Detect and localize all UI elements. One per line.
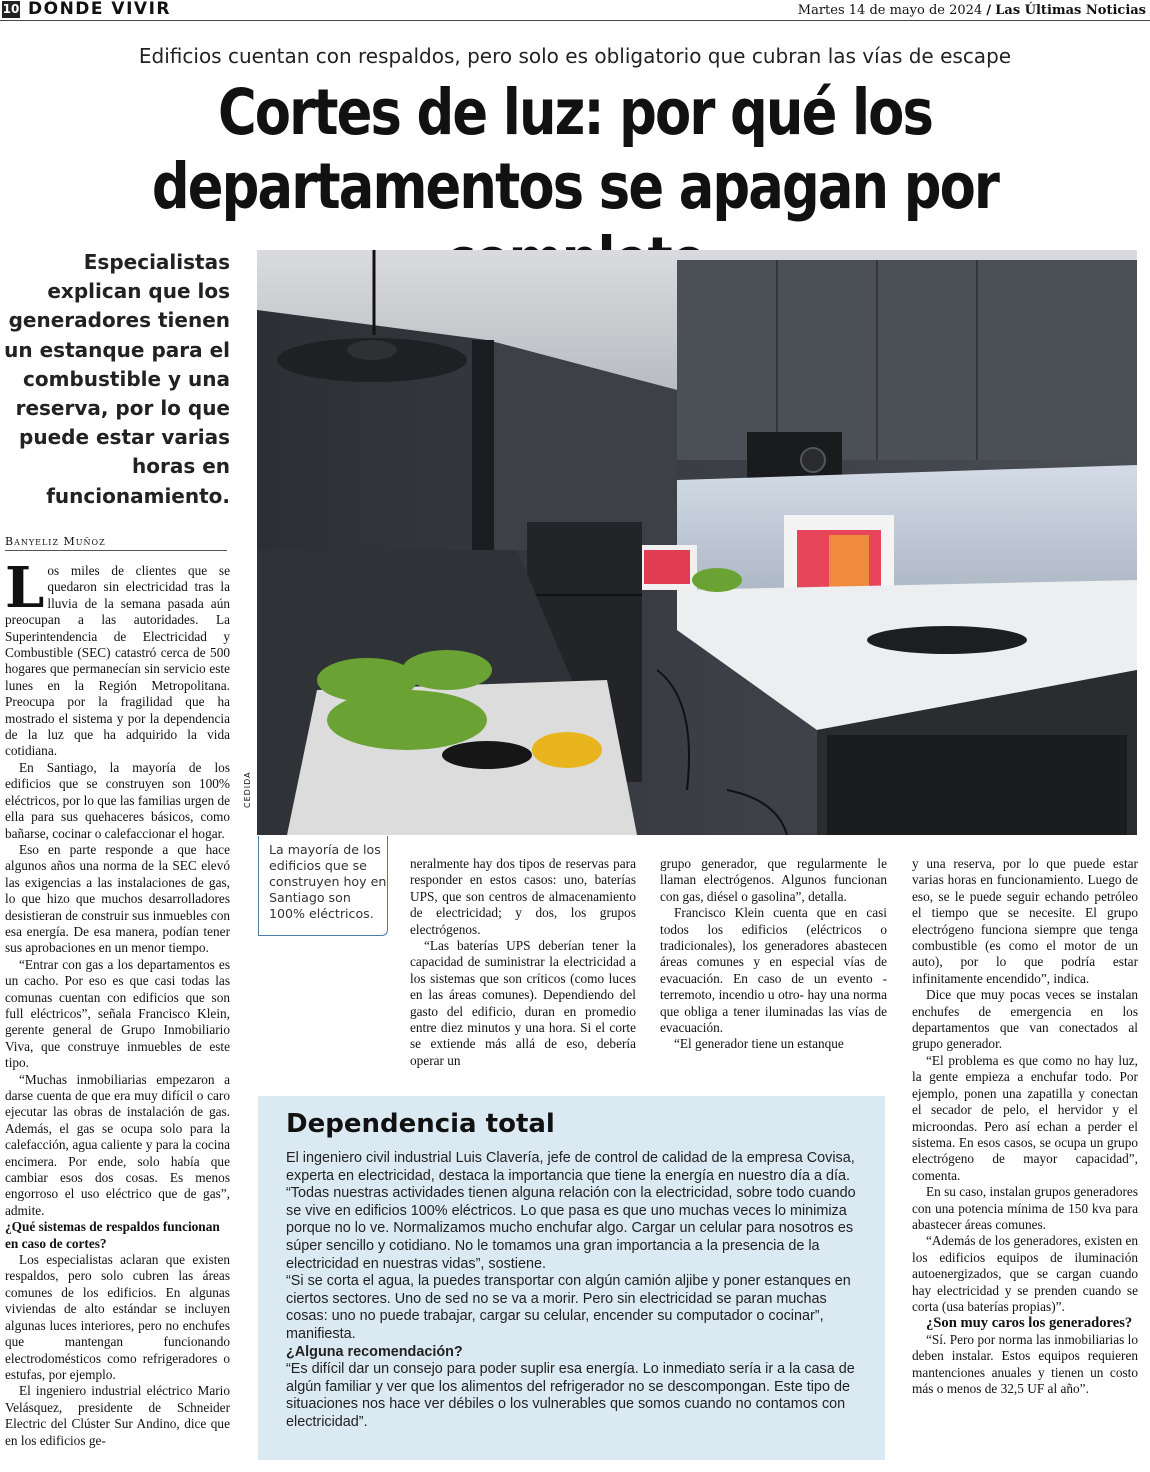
col4-paragraph-4: “Además de los generadores, existen en los edificios equipos de iluminación autoenergizados, que se cargan cuando hay electricidad y se prenden cuando se corta (usa baterías propias)”. [912,1233,1138,1314]
col1-paragraph-7: El ingeniero industrial eléctrico Mario Velásquez, presidente de Schneider Electric del Clúster Sur Andino, dice que en los edificios ge- [5,1383,230,1448]
byline: Banyeliz Muñoz [5,535,227,551]
col4-paragraph-0: y una reserva, por lo que puede estar varias horas en funcionamiento. Luego de eso, se le puede seguir echando petróleo el tiempo que se necesite. El grupo electrógeno funciona siempre que tenga combustible (es como el motor de un auto), por lo que podría estar infinitamente encendido”, indica. [912,856,1138,986]
col2-paragraph-0: neralmente hay dos tipos de reservas para responder en estos casos: uno, baterías UPS, que son centros de almacenamiento de electricidad; y dos, los grupos electrógenos. [410,856,636,937]
article-column-3 [660,856,887,1053]
col4-paragraph-3: En su caso, instalan grupos generadores con una potencia mínima de 150 kva para abastecer áreas comunes. [912,1184,1138,1232]
kitchen-photo [257,250,1137,835]
kitchen-illustration [257,250,1137,835]
sidebar-paragraph-2: “Si se corta el agua, la puedes transportar con algún camión aljibe y poner estanques en ciertos sectores. Uno de sed no se va a morir. Pero sin electricidad se paran muchas cosas: uno no puede trabajar, cargar su celular, encender su computador o cocinar”, manifiesta. [286,1273,851,1342]
issue-date [798,3,1146,18]
page-number: 10 [2,2,20,16]
col1-paragraph-3: “Entrar con gas a los departamentos es un cacho. Por eso es que casi todas las comunas cuentan con edificios que son full eléctricos”, señala Francisco Klein, gerente general de Grupo Inmobiliario Viva, que construye inmuebles de este tipo. [5,956,230,1071]
sidebar-paragraph-1: “Todas nuestras actividades tienen alguna relación con la electricidad, sobre todo cuando se vive en edificios 100% eléctricos. Lo que pasa es que uno muchas veces lo minimiza porque no lo ve. Normalizamos mucho enchufar algo. Cargar un celular para nosotros es súper sencillo y cotidiano. No le tomamos una gran importancia a la presencia de la electricidad en nuestras vidas”, sostiene. [286,1185,856,1272]
col4-paragraph-1: Dice que muy pocas veces se instalan enchufes de emergencia en los departamentos que van conectados al grupo generador. [912,987,1138,1052]
col4-question: ¿Son muy caros los generadores? [926,1315,1133,1332]
sidebar-box [258,1096,885,1460]
section-title: DÓNDE VIVIR [28,0,171,19]
col1-paragraph-2: Eso en parte responde a que hace algunos años una norma de la SEC elevó las exigencias a las instalaciones de gas, lo que hizo que muchos desarrolladores desistieran de construir sus inmuebles con esa energía. De esa manera, podían tener sus aprobaciones en un menor tiempo. [5,841,230,956]
publication-name: Las Últimas Noticias [995,3,1146,18]
sidebar-paragraph-0: El ingeniero civil industrial Luis Clavería, jefe de control de calidad de la empresa Covisa, experta en electricidad, destaca la importancia que tiene la energía en nuestro día a día. [286,1150,855,1184]
sidebar-title: Dependencia total [286,1109,555,1139]
col4-paragraph-2: “El problema es que como no hay luz, la gente empieza a enchufar todo. Por ejemplo, ponen una zapatilla y conectan el secador de pelo, el hervidor y el microondas. Pero así echan a perder el sistema. En esos casos, se ocupa un grupo electrógeno de mayor capacidad”, comenta. [912,1052,1138,1183]
article-kicker: Edificios cuentan con respaldos, pero solo es obligatorio que cubran las vías de escape [138,44,1012,68]
col1-question: ¿Qué sistemas de respaldos funcionan en caso de cortes? [5,1219,220,1251]
col3-paragraph-2: “El generador tiene un estanque [674,1036,844,1052]
headline-line-2: departamentos se apagan por [151,150,999,223]
photo-credit: CEDIDA [243,771,252,808]
col1-paragraph-1: En Santiago, la mayoría de los edificios que se construyen son 100% eléctricos, por lo que las familias urgen de ella para sus quehaceres básicos, como bañarse, cocinar o calefaccionar el hogar. [5,759,230,841]
sidebar-paragraph-4: “Es difícil dar un consejo para poder suplir esa energía. Lo inmediato sería ir a la casa de algún familiar y ver que los alimentos del refrigerador no se descompongan. Este tipo de situaciones nos hace ver débiles o los vulnerables que somos cuando no contamos con electricidad”. [286,1361,855,1430]
photo-caption: La mayoría de los edificios que se construyen hoy en Santiago son 100% eléctricos. [258,836,388,936]
col3-paragraph-0: grupo generador, que regularmente le llaman electrógenos. Algunos funcionan con gas, diésel o gasolina”, detalla. [660,856,887,904]
drop-cap: L [5,555,45,621]
article-column-4 [912,856,1138,1397]
sidebar-question: ¿Alguna recomendación? [286,1343,463,1360]
col1-paragraph-6: Los especialistas aclaran que existen respaldos, pero solo cubren las áreas comunes de los edificios. En algunas viviendas de alto estándar se incluyen algunas luces interiores, pero no enchufes que mantengan funcionando electrodomésticos como refrigeradores o estufas, por ejemplo. [5,1252,230,1382]
date-text: Martes 14 de mayo de 2024 [797,3,983,18]
col1-paragraph-0: os miles de clientes que se quedaron sin electricidad tras la lluvia de la semana pasada aún preocupan a las autoridades. La Superintendencia de Electricidad y Combustible (SEC) catastró cerca de 500 hogares que permanecían sin servicio este lunes en la Región Metropolitana. Preocupa por la fragilidad que ha mostrado el sistema y por la dependencia de la luz que ha adquirido la vida cotidiana. [5,563,230,759]
headline-line-1: Cortes de luz: por qué los [217,76,933,149]
opening-paragraph [5,555,230,760]
article-column-1 [5,555,230,1449]
page-header [0,0,1150,21]
article-column-2 [410,856,636,1069]
col4-paragraph-6: “Sí. Pero por norma las inmobiliarias lo deben instalar. Estos equipos requieren mantenciones anuales y tienen un costo más o menos de 32,5 UF al año”. [912,1331,1138,1396]
col2-paragraph-1: “Las baterías UPS deberían tener la capacidad de suministrar la electricidad a los sistemas que son críticos (como luces en las áreas comunes). Dependiendo del gasto del edificio, duran en promedio entre diez minutos y una hora. Si el corte se extiende más allá de eso, debería operar un [410,938,636,1068]
date-separator: / [986,3,992,18]
article-lede: Especialistas explican que los generadores tienen un estanque para el combustible y una reserva, por lo que puede estar varias horas en funcionamiento. [4,250,230,508]
col1-paragraph-4: “Muchas inmobiliarias empezaron a darse cuenta de que era muy difícil o caro ejecutar las obras de instalación de gas. Además, el gas se ocupa solo para la calefacción, agua caliente y para la cocina encimera. Por ende, solo había que cambiar esos dos cosas. Es menos engorroso el uso eléctrico que de gas”, admite. [5,1071,230,1218]
col3-paragraph-1: Francisco Klein cuenta que en casi todos los edificios (eléctricos o tradicionales), los generadores abastecen áreas comunes y en especial vías de evacuación. En caso de un evento -terremoto, incendio u otro- hay una norma que obliga a tener iluminadas las vías de evacuación. [660,905,887,1036]
sidebar-body [286,1150,857,1432]
